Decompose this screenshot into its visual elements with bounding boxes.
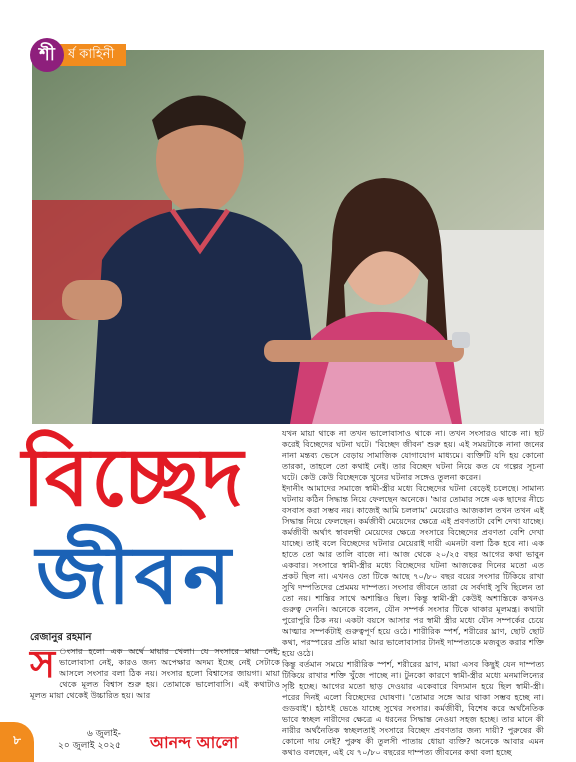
magazine-logo: আনন্দ আলো — [150, 733, 239, 752]
article-body — [282, 428, 544, 757]
section-header-label: র্ষ কাহিনী — [50, 44, 126, 66]
couple-photo-illustration — [32, 50, 544, 424]
intro-paragraph — [30, 642, 280, 701]
body-paragraph: কিন্তু বর্তমান সময়ে শারীরিক স্পর্শ, শরীরের ঘ্রাণ, মায়া এসব কিছুই যেন দাম্পত্য টিকিয়ে রাখার শক্তি খুঁজে পাচ্ছে না। টুনকো কারণে স্বামী-স্ত্রীর মধ্যে মনমালিন্যের সৃষ্টি হচ্ছে। আগের মতো ছাড় দেওয়ার একেবারে বিদ্যমান হয়ে ছিল স্বামী-স্ত্রী। পরের দিনই এলো বিচ্ছেদের ঘোষণা। 'তোমার সঙ্গে আর থাকা সম্ভব হচ্ছে না। গুডবাই'। হঠাৎই ভেঙে যাচ্ছে সুখের সংসার। কর্মজীবী, বিশেষ করে অর্থনৈতিক ভাবে স্বচ্ছল নারীদের ক্ষেত্রে এ ধরনের সিদ্ধান্ত নেওয়া সহজ হচ্ছে। তার মানে কী নারীর অর্থনৈতিক স্বচ্ছলতাই সংসারে বিচ্ছেদ প্রবণতার জন্য দায়ী? পুরুষের কী কোনো দায় নেই? পুরুষ কী তুলসী পাতায় ধোয়া ব্যক্তি? অনেকে আবার এমন কথাও বলছেন, এই যে ৭০/৮০ বছরের দাম্পত্য জীবনের কথা বলা হচ্ছে — [282, 659, 544, 757]
cover-photo — [32, 50, 544, 424]
drop-cap: স — [30, 642, 56, 686]
page-number: ৮ — [0, 722, 34, 762]
author-name: রেজানুর রহমান — [30, 630, 280, 651]
article-title-line-1: বিচ্ছেদ — [22, 431, 246, 524]
body-paragraph: যখন মায়া থাকে না তখন ভালোবাসাও থাকে না। তখন সংসারও থাকে না। ছট করেই বিচ্ছেদের ঘটনা ঘটে। 'বিচ্ছেদ জীবন' শুরু হয়। এই সময়টাকে নানা জনের নানা মন্তব্য ভেসে বেড়ায় সামাজিক যোগাযোগ মাধ্যমে। ব্যক্তিটি যদি হয় কোনো তারকা, তাহলে তো কথাই নেই। তার বিচ্ছেদ ঘটনা নিয়ে কত যে গল্পের সূচনা ঘটে। কেউ কেউ বিচ্ছেদকে খুনের ঘটনার সঙ্গেও তুলনা করেন। — [282, 428, 544, 482]
page-footer — [0, 722, 576, 762]
intro-text: ংসার হলো এক অর্থে মায়ার খেলা। যে সংসারে মায়া নেই, ভালোবাসা নেই, কারও জন্য অপেক্ষার অদম্য ইচ্ছে নেই সেটাকে আসলে সংসার বলা ঠিক নয়। সংসার হলো বিশ্বাসের জায়গা। মায়া থেকে মূলত বিশ্বাস শুরু হয়। তোমাকে ভালোবাসি। এই কথাটাও মূলত মায়া থেকেই উচ্চারিত হয়। আর — [30, 646, 280, 700]
issue-date-line-1: ৬ জুলাই- — [86, 729, 121, 739]
body-paragraph: ইদানীং আমাদের সমাজে স্বামী-স্ত্রীর মধ্যে বিচ্ছেদের ঘটনা বেড়েই চলেছে। সামান্য ঘটনায় কঠিন সিদ্ধান্ত নিয়ে ফেলছেন অনেকে। 'আর তোমার সঙ্গে এক ছাদের নীচে বসবাস করা সম্ভব নয়। কাজেই আমি চললাম' মেয়েরাও আজকাল তখন তখন এই সিদ্ধান্ত নিয়ে ফেলছেন। কর্মজীবী মেয়েদের ক্ষেত্রে এই প্রবণতাটা বেশি দেখা যাচ্ছে। কর্মজীবী অর্থাৎ স্বাবলম্বী মেয়েদের ক্ষেত্রে সংসারে বিচ্ছেদের প্রবণতা বেশি দেখা যাচ্ছে। তাই বলে বিচ্ছেদের ঘটনার মেয়েরাই দায়ী এমনটা বলা ঠিক হবে না। এক হাতে তো আর তালি বাজে না। আজ থেকে ২০/২৫ বছর আগের কথা ভাবুন একবার। সংসারে স্বামী-স্ত্রীর মধ্যে বিচ্ছেদের ঘটনা আজকের দিনের মতো এত প্রকট ছিল না। এখনও তো টিকে আছে ৭০/৮০ বছর বয়ের সংসার টিকিয়ে রাখা সুখি দম্পতিদের প্রেমময় দাম্পত্য। সংসার জীবনে তারা যে সর্বদাই সুখি ছিলেন তা তো নয়। শান্তির সাথে অশান্তিও ছিল। কিন্তু স্বামী-স্ত্রী কেউই অশান্তিকে কখনও গুরুত্ব দেননি। অনেকে বলেন, যৌন সম্পর্ক সংসার টিকে থাকার মূলমন্ত্র। কথাটা পুরোপুরি ঠিক নয়। একটা বয়সে আসার পর স্বামী স্ত্রীর মধ্যে যৌন সম্পর্কের চেয়ে আত্মার সম্পর্কটাই গুরুত্বপূর্ণ হয়ে ওঠে। শারীরিক স্পর্শ, শরীরের ঘ্রাণ, ছোট ছোট কথা, পরস্পরের প্রতি মায়া আর ভালোবাসার টানই দাম্পত্যকে মজবুত করার শক্তি হয়ে ওঠে। — [282, 483, 544, 658]
section-header-circle: শী — [30, 38, 64, 72]
issue-dates — [58, 728, 121, 752]
issue-date-line-2: ২০ জুলাই ২০২৫ — [58, 741, 121, 751]
article-title-line-2: জীবন — [36, 529, 235, 622]
